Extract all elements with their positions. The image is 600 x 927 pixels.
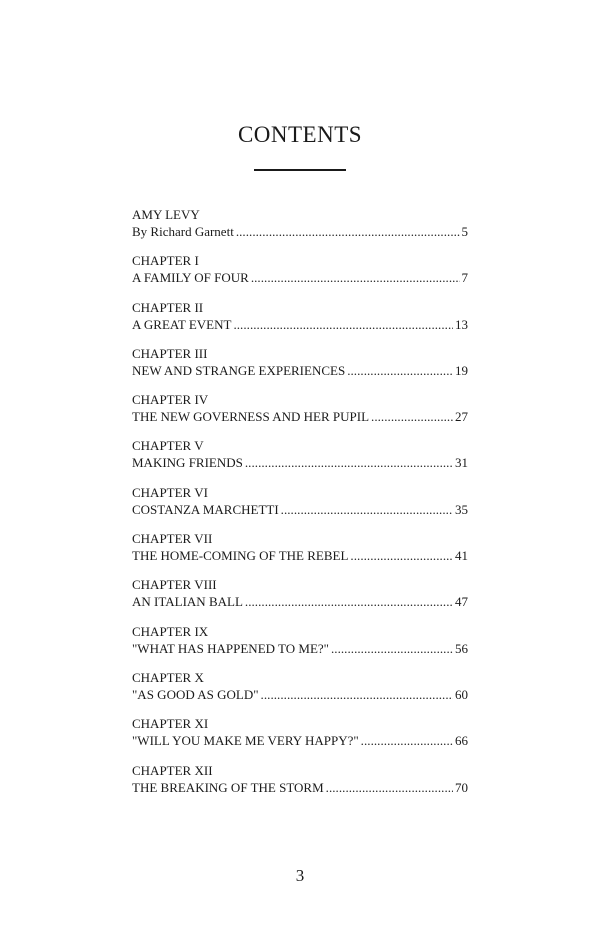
toc-entry-page: 35	[455, 501, 468, 517]
toc-entry-label: CHAPTER I	[132, 253, 199, 269]
toc-entry-label: CHAPTER VII	[132, 531, 213, 547]
dot-leader	[326, 779, 453, 796]
dot-leader	[236, 223, 460, 240]
toc-entry-label: CHAPTER X	[132, 669, 204, 685]
toc-entry-title: "WHAT HAS HAPPENED TO ME?"	[132, 640, 329, 656]
toc-entry-label: AMY LEVY	[132, 207, 200, 222]
toc-entry-title: A FAMILY OF FOUR	[132, 270, 249, 286]
dot-leader	[245, 454, 453, 471]
toc-entry-title: A GREAT EVENT	[132, 316, 232, 332]
toc-entry-label: CHAPTER XI	[132, 716, 209, 732]
toc-entry-page: 70	[455, 779, 468, 795]
dot-leader	[347, 362, 453, 379]
toc-entry[interactable]	[132, 437, 468, 483]
page-number: 3	[295, 866, 305, 885]
toc-entry-title: "AS GOOD AS GOLD"	[132, 686, 259, 702]
toc-entry-label: CHAPTER V	[132, 438, 204, 454]
toc-entry[interactable]	[132, 576, 468, 622]
toc-entry[interactable]	[132, 345, 468, 391]
toc-entry[interactable]	[132, 484, 468, 530]
toc-entry-label: CHAPTER III	[132, 345, 208, 361]
toc-entry-page: 27	[455, 409, 468, 425]
toc-entry-page: 13	[455, 316, 468, 332]
toc-entry-title: By Richard Garnett	[132, 224, 234, 239]
toc-entry[interactable]	[132, 669, 468, 715]
dot-leader	[251, 269, 460, 286]
toc-entry-title: THE BREAKING OF THE STORM	[132, 779, 324, 795]
dot-leader	[281, 501, 453, 518]
toc-entry[interactable]	[132, 206, 468, 252]
toc-entry-label: CHAPTER XII	[132, 762, 213, 778]
toc-entry-page: 41	[455, 548, 468, 564]
toc-entry-title: THE NEW GOVERNESS AND HER PUPIL	[132, 409, 370, 425]
toc-entry[interactable]	[132, 623, 468, 669]
toc-entry-title: THE HOME-COMING OF THE REBEL	[132, 548, 349, 564]
toc-entry-page: 56	[455, 640, 468, 656]
page-title: CONTENTS	[237, 122, 363, 147]
toc-entry-page: 31	[455, 455, 468, 471]
toc-entry[interactable]	[132, 530, 468, 576]
toc-entry-label: CHAPTER II	[132, 299, 204, 315]
dot-leader	[233, 316, 453, 333]
toc-entry-title: MAKING FRIENDS	[132, 455, 243, 471]
toc-entry-page: 5	[461, 224, 468, 239]
toc-entry-title: COSTANZA MARCHETTI	[132, 501, 279, 517]
toc-entry[interactable]	[132, 715, 468, 761]
dot-leader	[371, 408, 453, 425]
toc-entry-page: 19	[455, 362, 468, 378]
toc-entry[interactable]	[132, 299, 468, 345]
dot-leader	[361, 732, 453, 749]
toc-entry[interactable]	[132, 391, 468, 437]
toc-entry-title: AN ITALIAN BALL	[132, 594, 243, 610]
toc-entry-page: 7	[461, 270, 468, 286]
toc-entry[interactable]	[132, 762, 468, 808]
toc-entry[interactable]	[132, 252, 468, 298]
toc-entry-title: NEW AND STRANGE EXPERIENCES	[132, 362, 346, 378]
toc-entry-page: 66	[455, 733, 468, 749]
toc-entry-label: CHAPTER VIII	[132, 577, 217, 593]
table-of-contents	[132, 206, 468, 808]
dot-leader	[261, 686, 453, 703]
toc-entry-title: "WILL YOU MAKE ME VERY HAPPY?"	[132, 733, 359, 749]
dot-leader	[350, 547, 453, 564]
title-underline	[254, 169, 346, 171]
toc-entry-page: 47	[455, 594, 468, 610]
toc-entry-label: CHAPTER VI	[132, 484, 208, 500]
toc-entry-page: 60	[455, 686, 468, 702]
dot-leader	[331, 640, 453, 657]
dot-leader	[245, 593, 453, 610]
toc-entry-label: CHAPTER IX	[132, 623, 209, 639]
toc-entry-label: CHAPTER IV	[132, 392, 209, 408]
